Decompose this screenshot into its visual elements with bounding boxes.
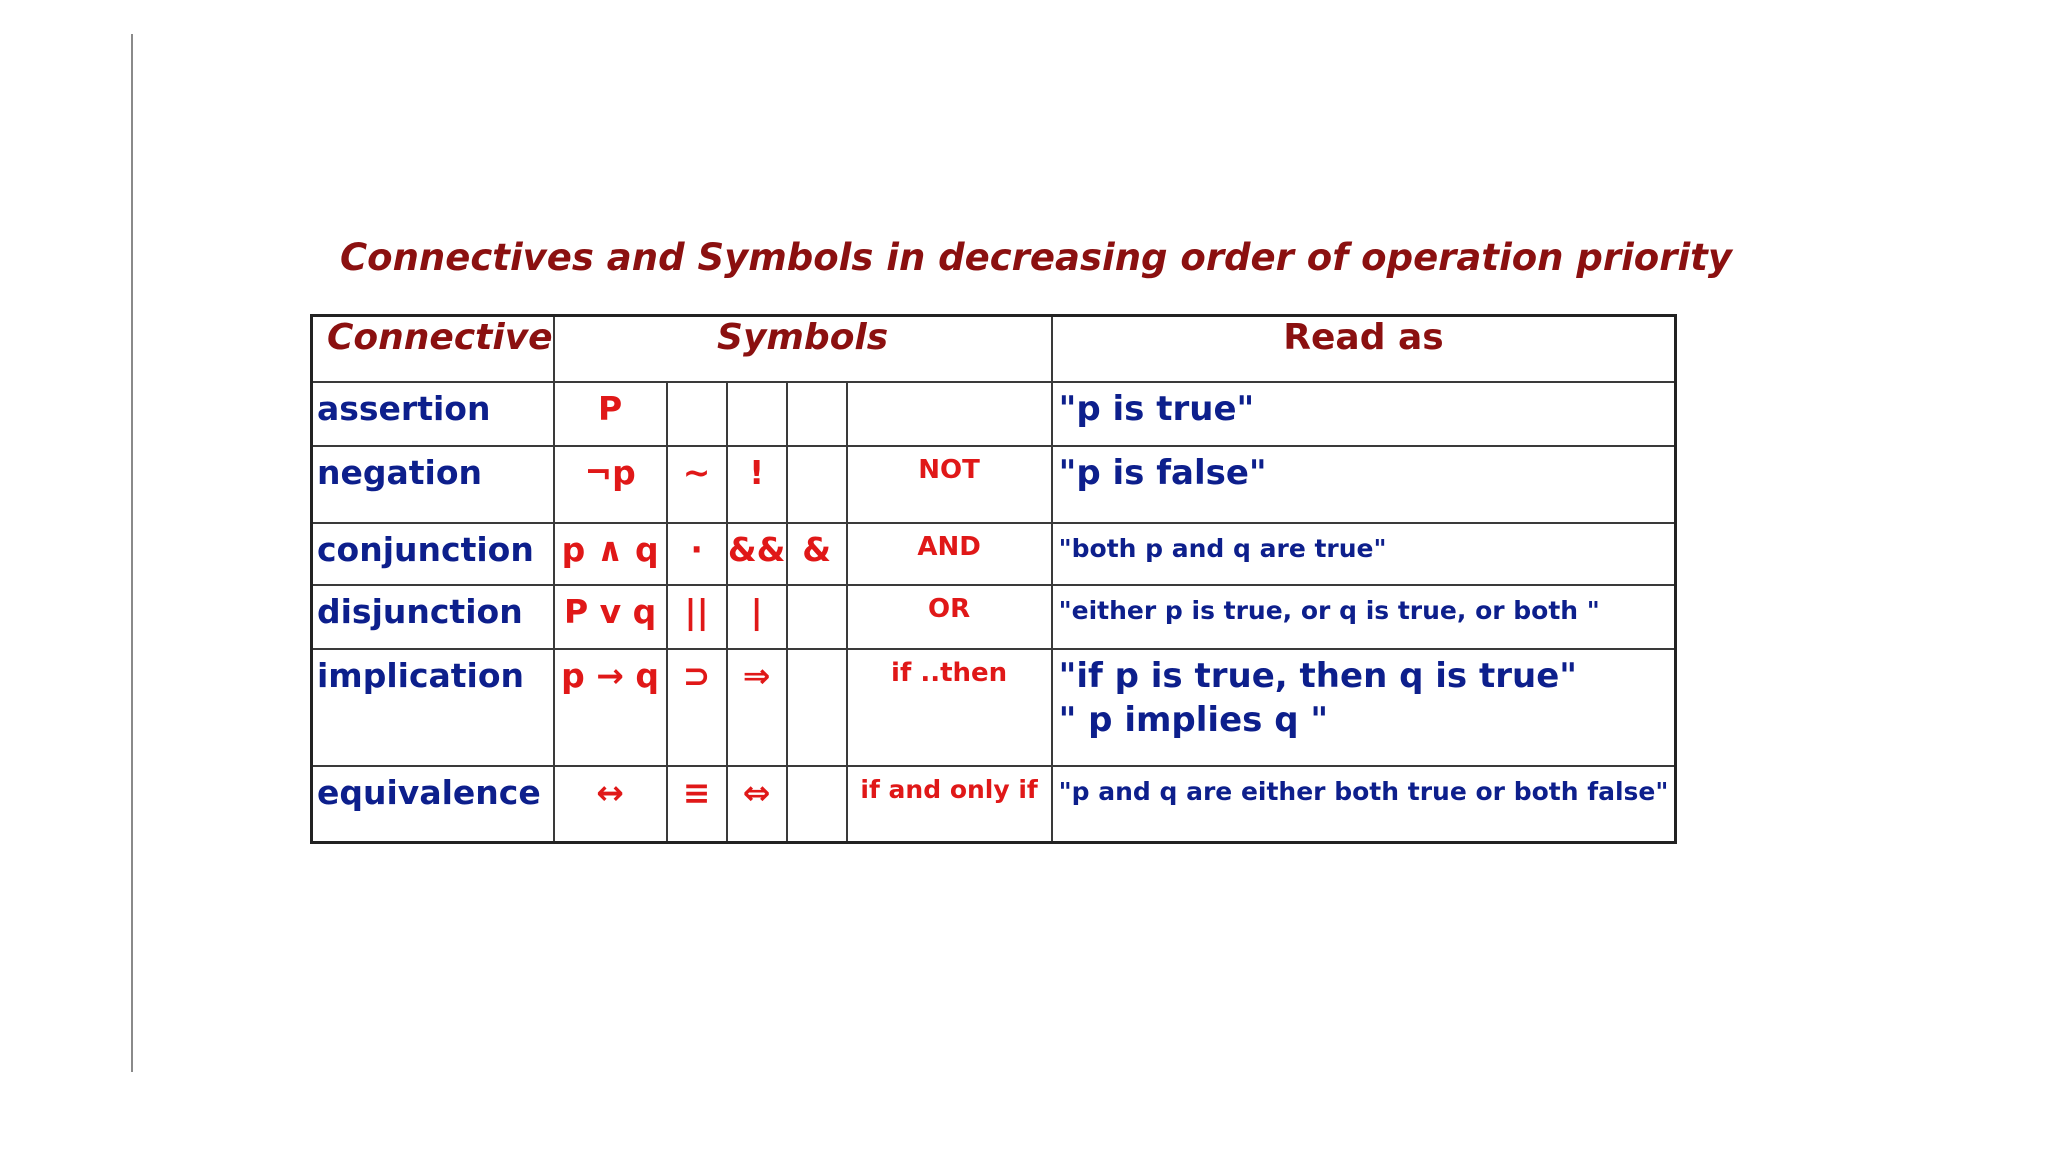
read-as-text [1052, 649, 1676, 766]
table-row [312, 766, 1676, 842]
header-row [312, 316, 1676, 383]
symbol-alt-1: ≡ [667, 766, 727, 842]
table-row [312, 382, 1676, 446]
left-vertical-rule [131, 34, 133, 1072]
connective-name: negation [312, 446, 554, 523]
read-as-text [1052, 585, 1676, 649]
connective-name: equivalence [312, 766, 554, 842]
symbol-word: OR [847, 585, 1052, 649]
read-as-line-1: "p is false" [1058, 453, 1267, 493]
symbol-alt-2: && [727, 523, 787, 585]
header-read-as: Read as [1052, 316, 1676, 383]
symbol-alt-3 [787, 649, 847, 766]
symbol-alt-1 [667, 382, 727, 446]
read-as-line-1: "either p is true, or q is true, or both " [1058, 596, 1600, 625]
symbol-word: if ..then [847, 649, 1052, 766]
connectives-table [310, 314, 1677, 844]
symbol-alt-2: | [727, 585, 787, 649]
symbol-word [847, 382, 1052, 446]
symbol-primary: p ∧ q [554, 523, 667, 585]
read-as-line-1: "if p is true, then q is true" [1058, 656, 1578, 696]
symbol-primary: P v q [554, 585, 667, 649]
header-symbols: Symbols [554, 316, 1052, 383]
symbol-alt-3 [787, 382, 847, 446]
table-row [312, 649, 1676, 766]
symbol-word: if and only if [847, 766, 1052, 842]
read-as-line-1: "both p and q are true" [1058, 534, 1387, 563]
symbol-alt-1: · [667, 523, 727, 585]
read-as-text [1052, 766, 1676, 842]
table-row [312, 446, 1676, 523]
read-as-text [1052, 382, 1676, 446]
table-row [312, 585, 1676, 649]
symbol-alt-2: ! [727, 446, 787, 523]
read-as-line-2: " p implies q " [1058, 700, 1329, 740]
symbol-primary: ¬p [554, 446, 667, 523]
symbol-alt-3: & [787, 523, 847, 585]
read-as-line-1: "p is true" [1058, 389, 1255, 429]
symbol-primary: P [554, 382, 667, 446]
symbol-alt-3 [787, 766, 847, 842]
page-title: Connectives and Symbols in decreasing order of operation priority [340, 236, 1732, 279]
symbol-alt-2 [727, 382, 787, 446]
symbol-alt-1: ⊃ [667, 649, 727, 766]
connective-name: implication [312, 649, 554, 766]
connective-name: conjunction [312, 523, 554, 585]
symbol-primary: ↔ [554, 766, 667, 842]
connective-name: assertion [312, 382, 554, 446]
header-connective: Connective [312, 316, 554, 383]
symbol-alt-3 [787, 446, 847, 523]
read-as-line-1: "p and q are either both true or both false" [1058, 777, 1669, 806]
symbol-alt-3 [787, 585, 847, 649]
symbol-alt-2: ⇔ [727, 766, 787, 842]
table-row [312, 523, 1676, 585]
symbol-alt-2: ⇒ [727, 649, 787, 766]
symbol-alt-1: || [667, 585, 727, 649]
connective-name: disjunction [312, 585, 554, 649]
read-as-text [1052, 446, 1676, 523]
symbol-primary: p → q [554, 649, 667, 766]
symbol-alt-1: ~ [667, 446, 727, 523]
symbol-word: AND [847, 523, 1052, 585]
symbol-word: NOT [847, 446, 1052, 523]
read-as-text [1052, 523, 1676, 585]
